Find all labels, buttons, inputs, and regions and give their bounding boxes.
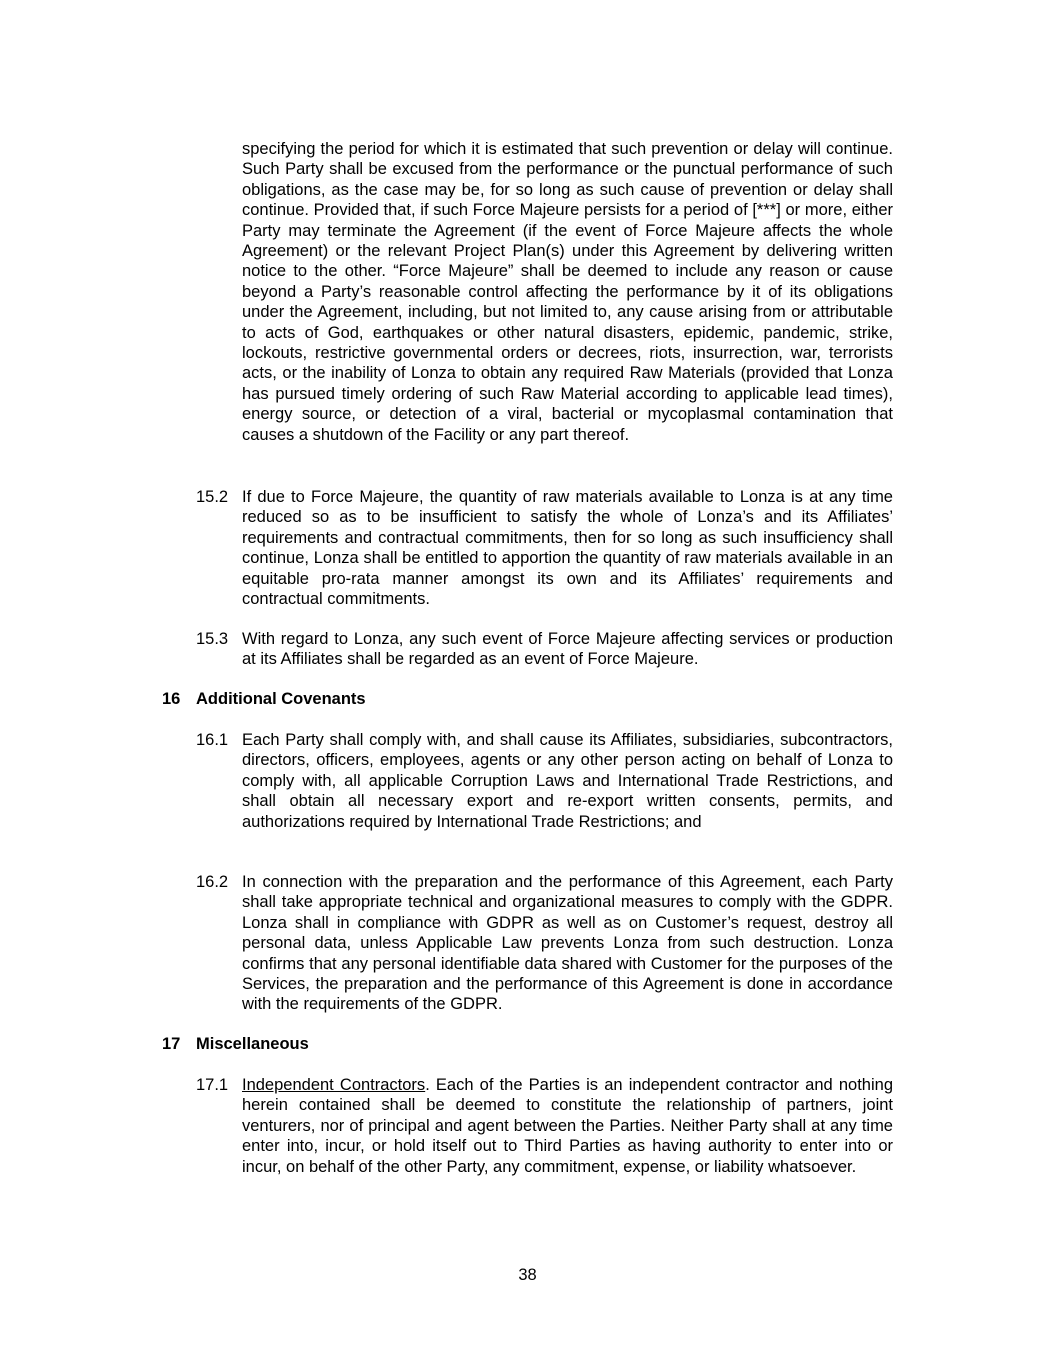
section-heading-17	[162, 1034, 309, 1054]
clause-16-2	[196, 872, 893, 1015]
clause-number: 16.1	[196, 731, 229, 749]
clause-15-2	[196, 487, 893, 609]
section-title: Miscellaneous	[196, 1035, 309, 1053]
clause-number: 15.3	[196, 630, 229, 648]
clause-text: Each Party shall comply with, and shall cause its Affiliates, subsidiaries, subcontractors, directors, officers, employees, agents or any other person acting on behalf of Lonza to comply with, all applicable Corruption Laws and International Trade Restrictions, and shall obtain all necessary export and re-export written consents, permits, and authorizations required by International Trade Restrictions; and	[242, 731, 893, 831]
clause-number: 15.2	[196, 488, 229, 506]
clause-16-1	[196, 730, 893, 832]
clause-text: If due to Force Majeure, the quantity of raw materials available to Lonza is at any time reduced so as to be insufficient to satisfy the whole of Lonza’s and its Affiliates’ requirements and contractual commitments, then for so long as such insufficiency shall continue, Lonza shall be entitled to apportion the quantity of raw materials available in an equitable pro-rata manner amongst its own and its Affiliates’ requirements and contractual commitments.	[242, 488, 893, 609]
clause-title: Independent Contractors	[242, 1076, 426, 1094]
page-number: 38	[518, 1266, 537, 1284]
clause-number: 16.2	[196, 873, 229, 891]
clause-15-3	[196, 629, 893, 670]
force-majeure-continuation: specifying the period for which it is estimated that such prevention or delay will continue. Such Party shall be excused from the performance or the punctual performance of such obligations, as the case may be, for so long as such cause of prevention or delay shall continue. Provided that, if such Force Majeure persists for a period of [***] or more, either Party may terminate the Agreement (if the event of Force Majeure affects the whole Agreement) or the relevant Project Plan(s) under this Agreement by delivering written notice to the other. “Force Majeure” shall be deemed to include any reason or cause beyond a Party’s reasonable control affecting the performance by it of its obligations under the Agreement, including, but not limited to, any cause arising from or attributable to acts of God, earthquakes or other natural disasters, epidemic, pandemic, strike, lockouts, restrictive governmental orders or decrees, riots, insurrection, war, terrorists acts, or the inability of Lonza to obtain any required Raw Materials (provided that Lonza has pursued timely ordering of such Raw Material according to applicable lead times), energy source, or detection of a viral, bacterial or mycoplasmal contamination that causes a shutdown of the Facility or any part thereof.	[242, 140, 893, 444]
clause-text: In connection with the preparation and the performance of this Agreement, each Party shall take appropriate technical and organizational measures to comply with the GDPR. Lonza shall in compliance with GDPR as well as on Customer’s request, destroy all personal data, unless Applicable Law prevents Lonza from such destruction. Lonza confirms that any personal identifiable data shared with Customer for the purposes of the Services, the preparation and the performance of this Agreement is done in accordance with the requirements of the GDPR.	[242, 873, 893, 1014]
clause-body: . Each of the Parties is an independent contractor and nothing herein contained shall be deemed to constitute the relationship of partners, joint venturers, nor of principal and agent between the Parties. Neither Party shall at any time enter into, incur, or hold itself out to Third Parties as having authority to enter into or incur, on behalf of the other Party, any commitment, expense, or liability whatsoever.	[242, 1076, 893, 1176]
clause-text	[242, 1075, 893, 1177]
section-number: 17	[162, 1035, 181, 1053]
section-heading-16	[162, 689, 366, 709]
section-title: Additional Covenants	[196, 690, 366, 708]
section-number: 16	[162, 690, 181, 708]
clause-17-1	[196, 1075, 893, 1177]
clause-text: With regard to Lonza, any such event of Force Majeure affecting services or production at its Affiliates shall be regarded as an event of Force Majeure.	[242, 630, 893, 669]
clause-number: 17.1	[196, 1076, 229, 1094]
